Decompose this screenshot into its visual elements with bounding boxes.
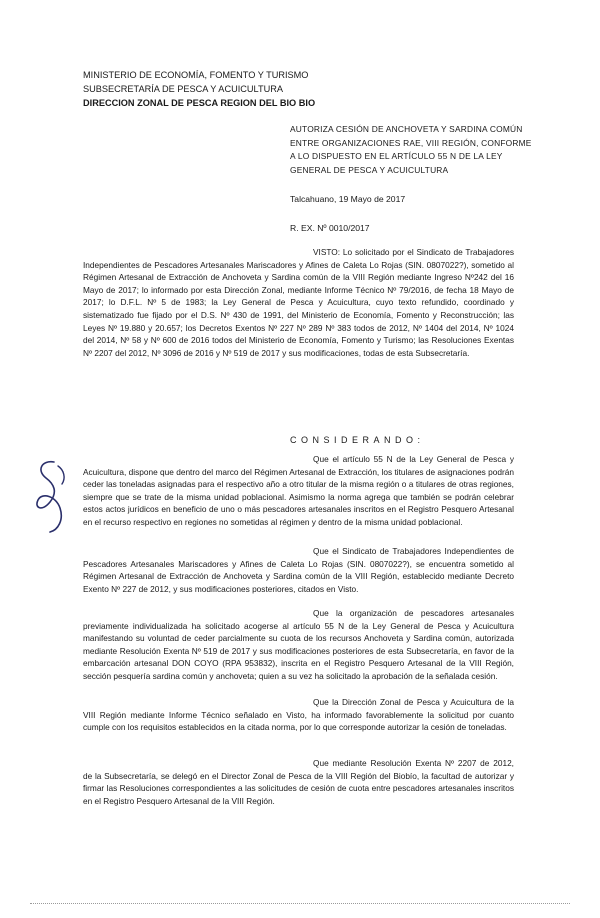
considerando-5: [83, 757, 514, 807]
direccion-line: DIRECCION ZONAL DE PESCA REGION DEL BIO BIO: [83, 98, 316, 108]
letterhead: [83, 68, 315, 110]
considerando-3-text: Que la organización de pescadores artesanales previamente individualizada ha solicitado acogerse al artículo 55 N de la Ley General de Pesca y Acuicultura manifestando su voluntad de ceder parcialmente su cuota de los recursos Anchoveta y Sardina común, autorizada mediante Resolución Exenta Nº 519 de 2017 y sus modificaciones posteriores de esta Subsecretaría, en favor de la embarcación artesanal DON COYO (RPA 953832), inscrita en el Registro Pesquero Artesanal de la VIII Región, sección pesquería sardina común y anchoveta; quien a su vez ha solicitado la aprobación de la señalada cesión.: [83, 608, 514, 681]
visto-paragraph: [83, 246, 514, 359]
considerando-2: [83, 545, 514, 595]
resolution-subject: AUTORIZA CESIÓN DE ANCHOVETA Y SARDINA COMÚN ENTRE ORGANIZACIONES RAE, VIII REGIÓN, CONFORME A LO DISPUESTO EN EL ARTÍCULO 55 N DE LA LEY GENERAL DE PESCA Y ACUICULTURA: [290, 124, 532, 175]
considerando-heading: CONSIDERANDO:: [290, 435, 425, 445]
considerando-2-text: Que el Sindicato de Trabajadores Independientes de Pescadores Artesanales Mariscadores y Afines de Caleta Lo Rojas (SIN. 0807022?), se encuentra sometido al Régimen Artesanal de Extracción de Anchoveta y Sardina común de la VIII Región, establecido mediante Decreto Exento Nº 227 de 2012, y sus modificaciones posteriores, citados en Visto.: [83, 546, 514, 594]
scan-edge: [30, 903, 570, 905]
considerando-5-text: Que mediante Resolución Exenta Nº 2207 de 2012, de la Subsecretaría, se delegó en el Director Zonal de Pesca de la VIII Región del Biobío, la facultad de autorizar y firmar las Resoluciones correspondientes a las solicitudes de cesión de cuota entre pescadores artesanales inscritos en el Registro Pesquero Artesanal de la VIII Región.: [83, 758, 514, 806]
resolution-number: R. EX. Nº 0010/2017: [290, 223, 370, 233]
visto-text: VISTO: Lo solicitado por el Sindicato de Trabajadores Independientes de Pescadores Artesanales Mariscadores y Afines de Caleta Lo Rojas (SIN. 0807022?), sometido al Régimen Artesanal de Extracción de Anchoveta y Sardina común de la VIII Región mediante Ingreso Nº242 del 16 Mayo de 2017; lo informado por esta Dirección Zonal, mediante Informe Técnico Nº 79/2016, de fecha 18 Mayo de 2017; lo D.F.L. Nº 5 de 1983; la Ley General de Pesca y Acuicultura, cuyo texto refundido, coordinado y sistematizado fue fijado por el D.S. Nº 430 de 1991, del Ministerio de Economía, Fomento y Reconstrucción; las Leyes Nº 19.880 y 20.657; los Decretos Exentos Nº 227 Nº 289 Nº 383 todos de 2012, Nº 1404 del 2014, Nº 1024 del 2014, Nº 58 y Nº 600 de 2016 todos del Ministerio de Economía, Fomento y Turismo; las Resoluciones Exentas Nº 2207 del 2012, Nº 3096 de 2016 y Nº 519 de 2017 y sus modificaciones, todas de esta Subsecretaría.: [83, 247, 514, 358]
ministry-line: MINISTERIO DE ECONOMÍA, FOMENTO Y TURISMO: [83, 70, 309, 80]
considerando-1: [83, 453, 514, 529]
considerando-3: [83, 607, 514, 683]
date-line: Talcahuano, 19 Mayo de 2017: [290, 194, 406, 204]
considerando-1-text: Que el artículo 55 N de la Ley General de Pesca y Acuicultura, dispone que dentro del marco del Régimen Artesanal de Extracción, los titulares de asignaciones podrán ceder las toneladas asignadas para el respectivo año a otro titular de la misma región o a titulares de otras regiones, siempre que se trate de la misma unidad poblacional. Asimismo la norma agrega que también se podrán celebrar estos actos jurídicos en beneficio de uno o más pescadores artesanales inscritos en el Registro Pesquero Artesanal en el recurso respectivo en regiones no sometidas al régimen y dentro de la misma unidad poblacional.: [83, 454, 514, 527]
considerando-4-text: Que la Dirección Zonal de Pesca y Acuicultura de la VIII Región mediante Informe Técnico señalado en Visto, ha informado favorablemente la solicitud por cuanto cumple con los requisitos establecidos en la citada norma, por lo que corresponde autorizar la cesión de toneladas.: [83, 697, 514, 733]
handwritten-initials-signature: [28, 456, 74, 536]
considerando-4: [83, 696, 514, 734]
subsecretaria-line: SUBSECRETARÍA DE PESCA Y ACUICULTURA: [83, 84, 283, 94]
